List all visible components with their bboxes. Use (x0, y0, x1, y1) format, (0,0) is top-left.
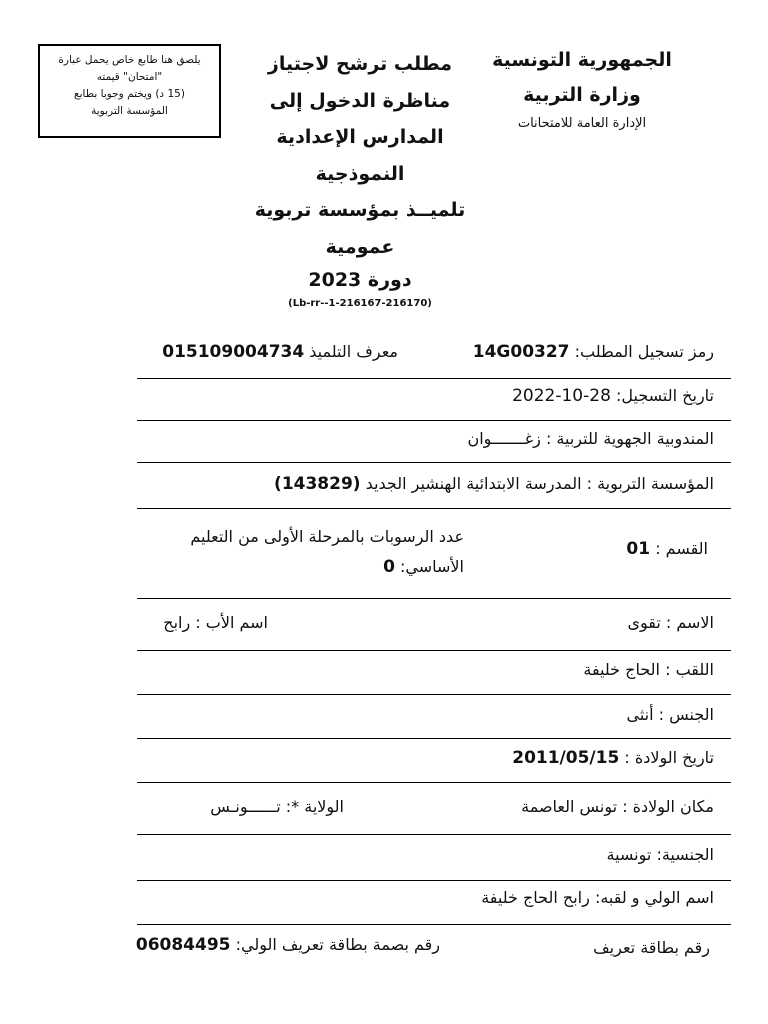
document-title-block (230, 46, 490, 311)
regional-office-label: المندوبية الجهوية للتربية : (545, 429, 714, 448)
gender-field (626, 705, 714, 724)
session-year: 2023 (308, 269, 362, 291)
id-card-label: رقم بطاقة تعريف (593, 938, 710, 957)
guardian-label: اسم الولي و لقبه: (594, 888, 714, 907)
title-line: مناظرة الدخول إلى (269, 89, 451, 112)
registration-code-label: رمز تسجيل المطلب: (574, 342, 714, 361)
birth-place-label: مكان الولادة : (622, 797, 714, 816)
registration-code-field (473, 342, 714, 362)
divider (137, 378, 731, 379)
gender-value: أنثى (626, 705, 654, 724)
ministry-title: وزارة التربية (523, 84, 641, 106)
regional-office-value: زغـــــــوان (467, 429, 541, 448)
divider (137, 462, 731, 463)
registration-date-value: 28-10-2022 (512, 386, 611, 406)
issuer-header (472, 46, 692, 134)
guardian-id-value: 06084495 (135, 935, 231, 955)
divider (137, 598, 731, 599)
section-label: القسم : (655, 539, 708, 558)
first-name-field (627, 613, 714, 632)
reference-code: (Lb-rr--1-216167-216170) (288, 298, 432, 309)
institution-value: المدرسة الابتدائية الهنشير الجديد (365, 474, 582, 493)
title-line: مطلب ترشح لاجتياز (267, 53, 453, 75)
student-id-value: 015109004734 (162, 342, 305, 362)
guardian-field (481, 888, 714, 907)
birth-date-value: 2011/05/15 (512, 748, 620, 768)
stamp-instructions-box (38, 44, 221, 138)
stamp-note-line: المؤسسة التربوية (91, 105, 168, 117)
nationality-field (607, 845, 715, 864)
father-name-field (163, 613, 268, 632)
divider (137, 508, 731, 509)
father-name-label: اسم الأب : (195, 613, 268, 632)
registration-code-value: 14G00327 (472, 342, 570, 362)
first-name-label: الاسم : (665, 613, 714, 632)
institution-field (274, 474, 714, 494)
session-line (230, 265, 490, 295)
surname-label: اللقب : (665, 660, 714, 679)
surname-field (583, 660, 714, 679)
nationality-value: تونسية (606, 845, 652, 864)
surname-value: الحاج خليفة (583, 660, 660, 679)
guardian-id-label: رقم بصمة بطاقة تعريف الولي: (235, 935, 440, 954)
regional-office-field (467, 429, 714, 448)
section-value: 01 (626, 539, 651, 559)
session-label: دورة (367, 269, 412, 291)
institution-label: المؤسسة التربوية : (586, 474, 714, 493)
divider (137, 694, 731, 695)
title-line: النموذجية (315, 162, 405, 185)
divider (137, 420, 731, 421)
student-id-label: معرف التلميذ (309, 342, 398, 361)
repeats-label: عدد الرسوبات بالمرحلة الأولى من التعليم (190, 527, 464, 546)
institution-code: (143829) (274, 474, 361, 494)
registration-date-field (512, 386, 714, 406)
guardian-value: رابح الحاج خليفة (481, 888, 590, 907)
divider (137, 880, 731, 881)
divider (137, 924, 731, 925)
student-id-field (162, 342, 398, 362)
republic-title: الجمهورية التونسية (492, 49, 672, 71)
directorate-title: الإدارة العامة للامتحانات (517, 116, 647, 131)
stamp-note-line: (15 د) ويختم وجوبا بطابع (74, 88, 185, 100)
repeats-label-continued: الأساسي: (400, 557, 464, 576)
birth-date-label: تاريخ الولادة : (624, 748, 714, 767)
governorate-value: تــــــونـس (210, 797, 281, 816)
title-line: تلميــذ بمؤسسة تربوية (254, 199, 466, 221)
birth-place-value: تونس العاصمة (521, 797, 618, 816)
stamp-note-line: "امتحان" قيمته (96, 71, 163, 83)
divider (137, 650, 731, 651)
birth-date-field (512, 748, 714, 768)
repeats-field (190, 522, 464, 582)
nationality-label: الجنسية: (656, 845, 714, 864)
guardian-id-field (136, 935, 440, 955)
section-field (626, 539, 708, 559)
gender-label: الجنس : (658, 705, 714, 724)
father-name-value: رابح (163, 613, 191, 632)
divider (137, 738, 731, 739)
stamp-note-line: يلصق هنا طابع خاص يحمل عبارة (58, 54, 201, 66)
divider (137, 782, 731, 783)
title-line: عمومية (325, 235, 395, 258)
registration-date-label: تاريخ التسجيل: (615, 386, 714, 405)
id-card-field (593, 938, 710, 957)
governorate-field (210, 797, 344, 816)
birth-place-field (521, 797, 714, 816)
first-name-value: تقوى (627, 613, 661, 632)
repeats-value: 0 (383, 557, 395, 577)
governorate-label: الولاية *: (285, 797, 344, 816)
divider (137, 834, 731, 835)
title-line: المدارس الإعدادية (276, 126, 444, 148)
